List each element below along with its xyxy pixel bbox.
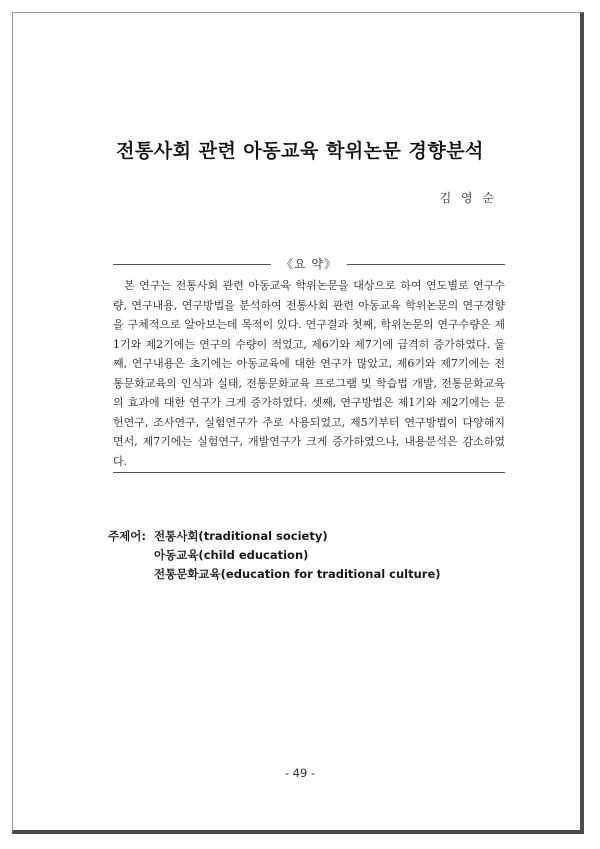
author-name: 김 영 순 bbox=[439, 191, 497, 205]
page-number: - 49 - bbox=[284, 766, 316, 780]
abstract-heading-row bbox=[113, 258, 505, 272]
abstract-body: 본 연구는 전통사회 관련 아동교육 학위논문을 대상으로 하여 연도별로 연구수량, 연구내용, 연구방법을 분석하여 전통사회 관련 아동교육 학위논문의 연구경향을 구체적으로 알아보는데 목적이 있다. 연구결과 첫째, 학위논문의 연구수량은 제1기와 제2기에는 연구의 수량이 적었고, 제6기와 제7기에 급격히 증가하였다. 둘째, 연구내용은 초기에는 아동교육에 대한 연구가 많았고, 제6기와 제7기에는 전통문화교육의 인식과 실태, 전통문화교육 프로그램 및 학습법 개발, 전통문화교육의 효과에 대한 연구가 크게 증가하였다. 셋째, 연구방법은 제1기와 제2기에는 문헌연구, 조사연구, 실험연구가 주로 사용되었고, 제5기부터 연구방법이 다양해지면서, 제7기에는 실험연구, 개발연구가 크게 증가하였으나, 내용분석은 감소하였다. bbox=[113, 279, 505, 468]
keywords-label: 주제어: bbox=[108, 529, 146, 543]
abstract-heading: 《요 약》 bbox=[281, 257, 337, 271]
abstract-rule-right bbox=[347, 264, 505, 265]
paper-title: 전통사회 관련 아동교육 학위논문 경향분석 bbox=[116, 140, 484, 162]
keyword-item: 아동교육(child education) bbox=[154, 548, 309, 562]
abstract-rule-bottom bbox=[113, 472, 505, 473]
keyword-item: 전통문화교육(education for traditional culture) bbox=[154, 567, 441, 581]
keyword-item: 전통사회(traditional society) bbox=[154, 529, 328, 543]
